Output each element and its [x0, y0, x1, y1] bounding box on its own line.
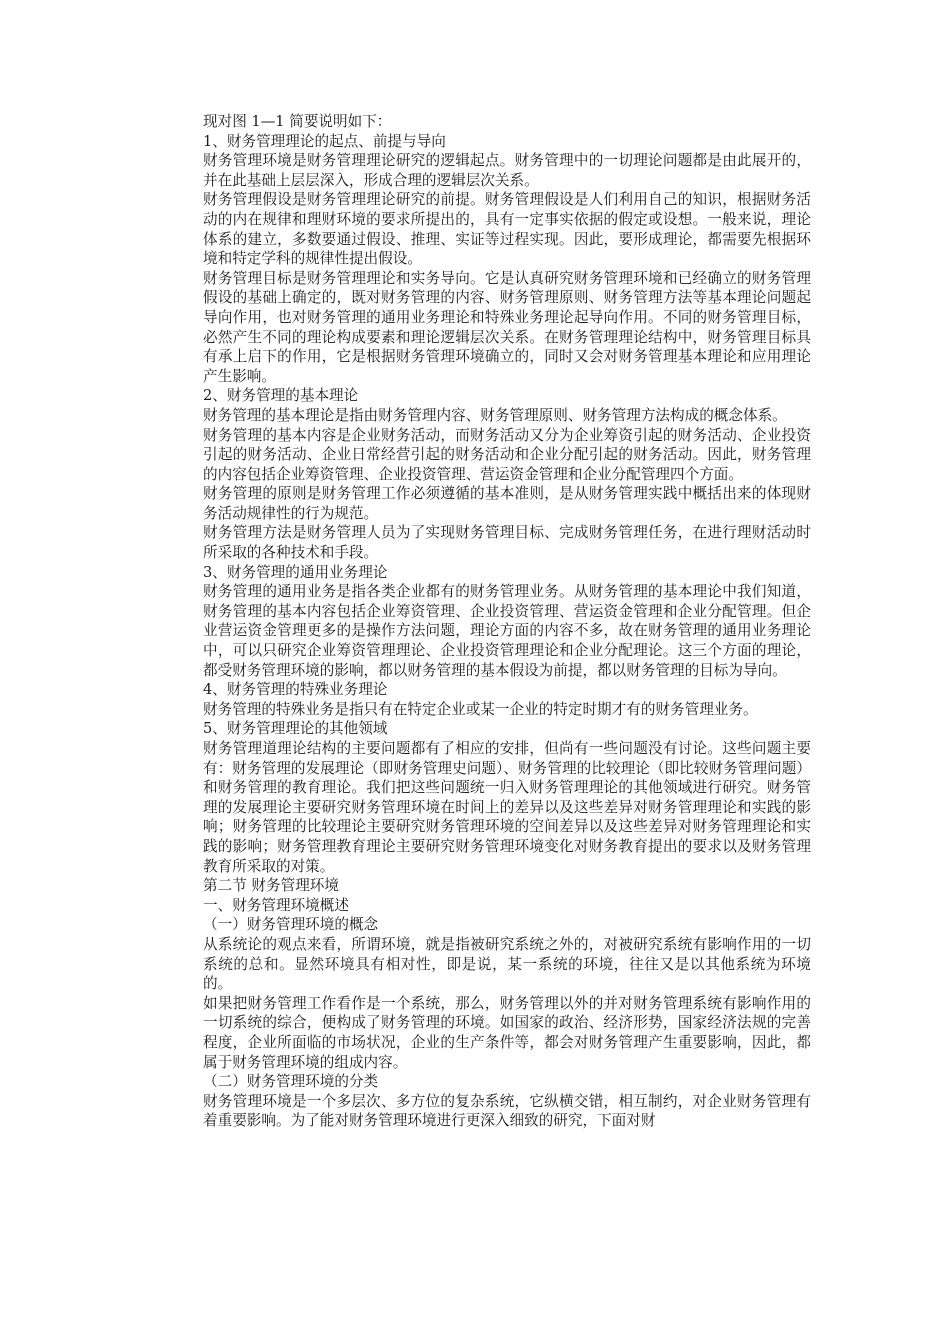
- heading-1: 1、财务管理理论的起点、前提与导向: [203, 132, 446, 150]
- section-heading: 第二节 财务管理环境: [203, 877, 339, 895]
- paragraph: 财务管理的特殊业务是指只有在特定企业或某一企业的特定时期才有的财务管理业务。: [203, 700, 758, 718]
- paragraph: 财务管理的原则是财务管理工作必须遵循的基本准则，是从财务管理实践中概括出来的体现财务活动规律性的行为规范。: [203, 485, 811, 522]
- document-page: [203, 112, 811, 1131]
- paragraph: 财务管理的通用业务是指各类企业都有的财务管理业务。从财务管理的基本理论中我们知道，财务管理的基本内容包括企业筹资管理、企业投资管理、营运资金管理和企业分配管理。但企业营运资金管理更多的是操作方法问题，理论方面的内容不多，故在财务管理的通用业务理论中，可以只研究企业筹资管理理论、企业投资管理理论和企业分配理论。这三个方面的理论，都受财务管理环境的影响，都以财务管理的基本假设为前提，都以财务管理的目标为导向。: [203, 583, 811, 679]
- paragraph: 如果把财务管理工作看作是一个系统，那么，财务管理以外的并对财务管理系统有影响作用的一切系统的综合，便构成了财务管理的环境。如国家的政治、经济形势，国家经济法规的完善程度，企业所面临的市场状况，企业的生产条件等，都会对财务管理产生重要影响，因此，都属于财务管理环境的组成内容。: [203, 994, 811, 1071]
- intro-line: 现对图 1—1 简要说明如下：: [203, 113, 392, 130]
- heading-3: 3、财务管理的通用业务理论: [203, 563, 388, 581]
- paragraph: 财务管理的基本理论是指由财务管理内容、财务管理原则、财务管理方法构成的概念体系。: [203, 406, 787, 424]
- paragraph: 财务管理环境是一个多层次、多方位的复杂系统，它纵横交错，相互制约，对企业财务管理有着重要影响。为了能对财务管理环境进行更深入细致的研究，下面对财: [203, 1092, 811, 1130]
- paragraph: 财务管理环境是财务管理理论研究的逻辑起点。财务管理中的一切理论问题都是由此展开的，并在此基础上层层深入，形成合理的逻辑层次关系。: [203, 152, 811, 189]
- paragraph: 财务管理道理论结构的主要问题都有了相应的安排，但尚有一些问题没有讨论。这些问题主要有：财务管理的发展理论（即财务管理史问题）、财务管理的比较理论（即比较财务管理问题）和财务管理的教育理论。我们把这些问题统一归入财务管理理论的其他领域进行研究。财务管理的发展理论主要研究财务管理环境在时间上的差异以及这些差异对财务管理理论和实践的影响；财务管理的比较理论主要研究财务管理环境的空间差异以及这些差异对财务管理理论和实践的影响；财务管理教育理论主要研究财务管理环境变化对财务教育提出的要求以及财务管理教育所采取的对策。: [203, 740, 811, 875]
- paragraph: 从系统论的观点来看，所谓环境，就是指被研究系统之外的，对被研究系统有影响作用的一切系统的总和。显然环境具有相对性，即是说，某一系统的环境，往往又是以其他系统为环境的。: [203, 935, 811, 993]
- heading-2: 2、财务管理的基本理论: [203, 387, 359, 405]
- subsubsection-heading: （一）财务管理环境的概念: [203, 916, 379, 934]
- heading-5: 5、财务管理理论的其他领域: [203, 720, 388, 738]
- heading-4: 4、财务管理的特殊业务理论: [203, 681, 388, 699]
- paragraph: 财务管理方法是财务管理人员为了实现财务管理目标、完成财务管理任务，在进行理财活动时所采取的各种技术和手段。: [203, 524, 811, 562]
- paragraph: 财务管理的基本内容是企业财务活动，而财务活动又分为企业筹资引起的财务活动、企业投资引起的财务活动、企业日常经营引起的财务活动和企业分配引起的财务活动。因此，财务管理的内容包括企业筹资管理、企业投资管理、营运资金管理和企业分配管理四个方面。: [203, 426, 811, 483]
- subsection-heading: 一、财务管理环境概述: [203, 896, 349, 914]
- subsubsection-heading: （二）财务管理环境的分类: [203, 1073, 379, 1091]
- paragraph: 财务管理目标是财务管理理论和实务导向。它是认真研究财务管理环境和已经确立的财务管理假设的基础上确定的，既对财务管理的内容、财务管理原则、财务管理方法等基本理论问题起导向作用，也对财务管理的通用业务理论和特殊业务理论起导向作用。不同的财务管理目标，必然产生不同的理论构成要素和理论逻辑层次关系。在财务管理理论结构中，财务管理目标具有承上启下的作用，它是根据财务管理环境确立的，同时又会对财务管理基本理论和应用理论产生影响。: [203, 269, 811, 385]
- paragraph: 财务管理假设是财务管理理论研究的前提。财务管理假设是人们利用自己的知识，根据财务活动的内在规律和理财环境的要求所提出的，具有一定事实依据的假定或设想。一般来说，理论体系的建立，多数要通过假设、推理、实证等过程实现。因此，要形成理论，都需要先根据环境和特定学科的规律性提出假设。: [203, 191, 811, 268]
